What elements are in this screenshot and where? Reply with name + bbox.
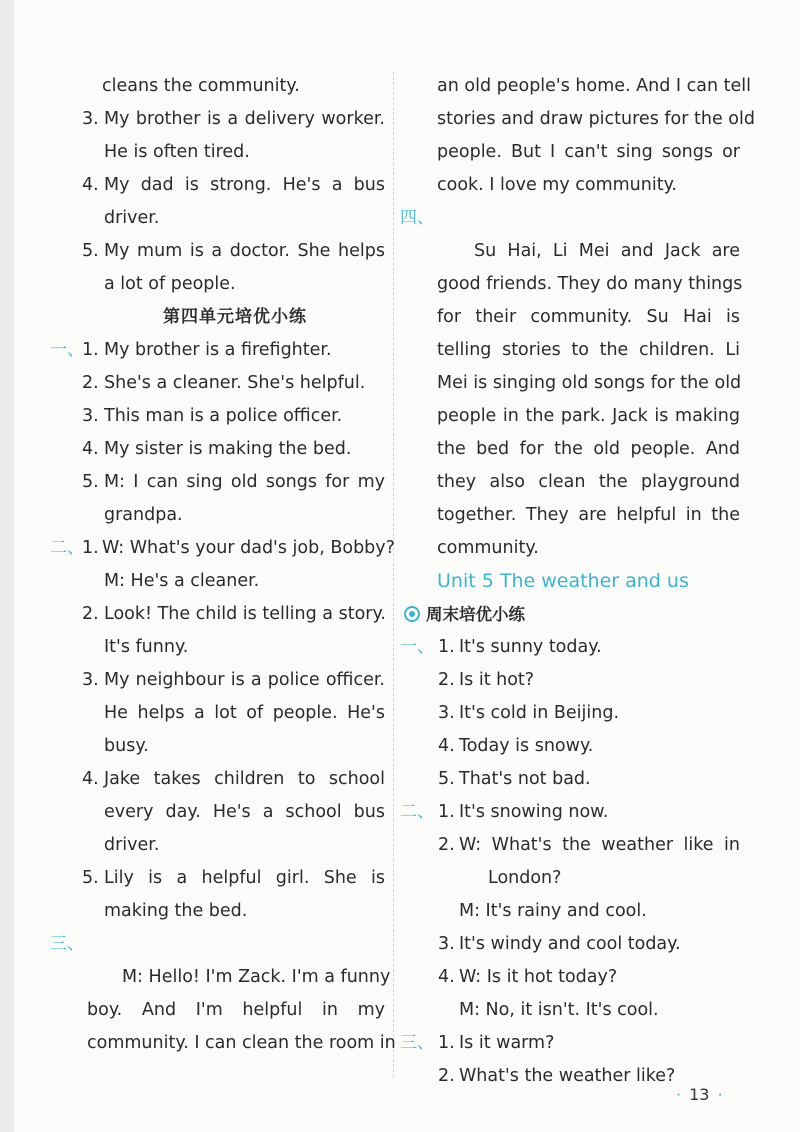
answer-item [400, 961, 740, 994]
item-text: It's snowing now. [459, 802, 609, 822]
answer-item [40, 433, 385, 466]
item-number: 4. [82, 175, 99, 195]
passage-text: Su Hai, Li Mei and Jack are [474, 241, 740, 261]
answer-item [400, 1027, 740, 1060]
item-text: It's cold in Beijing. [459, 703, 620, 723]
item-text: Look! The child is telling a story. [104, 604, 386, 624]
passage-text: boy. And I'm helpful in my [87, 1000, 385, 1020]
item-text: W: What's your dad's job, Bobby? [102, 538, 395, 558]
passage-line [40, 994, 385, 1027]
answer-item [40, 334, 385, 367]
passage-line [400, 466, 740, 499]
part-marker: 一、 [400, 637, 434, 657]
bullet-dot-icon: · [676, 1085, 682, 1104]
item-text-cont [40, 796, 385, 829]
passage-line [400, 136, 740, 169]
weekend-title-text: 周末培优小练 [426, 605, 525, 624]
answer-item [40, 169, 385, 202]
item-text: That's not bad. [459, 769, 591, 789]
item-number: 1. [438, 802, 455, 822]
item-text: My mum is a doctor. She helps [104, 241, 385, 261]
item-number: 5. [438, 769, 455, 789]
item-text: It's windy and cool today. [459, 934, 681, 954]
answer-item [400, 631, 740, 664]
answer-item [400, 829, 740, 862]
item-text-cont: driver. [104, 835, 160, 855]
answer-item [400, 928, 740, 961]
item-number: 1. [438, 1033, 455, 1053]
part-marker: 三、 [50, 934, 84, 954]
passage-text: telling stories to the children. Li [437, 340, 740, 360]
item-number: 2. [438, 1066, 455, 1086]
answer-item [40, 235, 385, 268]
item-text-cont: It's funny. [104, 637, 189, 657]
passage-line [40, 1027, 396, 1060]
right-column [400, 70, 755, 1093]
item-text-cont: M: No, it isn't. It's cool. [459, 1000, 659, 1020]
passage-line [400, 268, 743, 301]
item-text-cont: a lot of people. [104, 274, 236, 294]
item-text: Jake takes children to school [104, 769, 385, 789]
answer-item [40, 400, 385, 433]
answer-item [400, 730, 740, 763]
item-number: 3. [438, 703, 455, 723]
item-text: What's the weather like? [459, 1066, 676, 1086]
passage-line [400, 367, 740, 400]
item-text-cont: M: It's rainy and cool. [459, 901, 647, 921]
passage-line [400, 70, 751, 103]
item-number: 3. [438, 934, 455, 954]
unit-title: Unit 5 The weather and us [437, 570, 689, 592]
passage-line: cook. I love my community. [437, 175, 677, 195]
item-text: W: What's the weather like in [459, 835, 740, 855]
item-text: Is it warm? [459, 1033, 555, 1053]
item-number: 4. [82, 439, 99, 459]
item-number: 3. [82, 406, 99, 426]
answer-item [400, 796, 740, 829]
passage-line: community. [437, 538, 539, 558]
item-text-cont: busy. [104, 736, 149, 756]
item-number: 4. [82, 769, 99, 789]
passage-line [400, 103, 755, 136]
passage-text: good friends. They do many things [437, 274, 743, 294]
passage-line [400, 235, 740, 268]
passage-line [40, 961, 391, 994]
answer-item [40, 664, 385, 697]
passage-text: community. I can clean the room in [87, 1033, 396, 1053]
answer-item [40, 466, 385, 499]
answer-item [40, 862, 385, 895]
item-text: This man is a police officer. [104, 406, 343, 426]
item-text: Lily is a helpful girl. She is [104, 868, 385, 888]
item-text: My sister is making the bed. [104, 439, 352, 459]
item-text-cont [40, 697, 385, 730]
item-text-cont: He is often tired. [104, 142, 250, 162]
item-number: 5. [82, 868, 99, 888]
passage-line [400, 400, 740, 433]
item-text-cont: grandpa. [104, 505, 183, 525]
item-text: My brother is a firefighter. [104, 340, 332, 360]
passage-text: people. But I can't sing songs or [437, 142, 740, 162]
item-number: 1. [82, 538, 99, 558]
passage-text: M: Hello! I'm Zack. I'm a funny [122, 967, 391, 987]
passage-text: stories and draw pictures for the old [437, 109, 755, 129]
item-text: My brother is a delivery worker. [104, 109, 385, 129]
part-marker: 二、 [400, 802, 434, 822]
passage-text: an old people's home. And I can tell [437, 76, 751, 96]
passage-text: the bed for the old people. And [437, 439, 740, 459]
item-text: He helps a lot of people. He's [104, 703, 385, 723]
bullet-dot-icon: · [717, 1085, 723, 1104]
item-number: 5. [82, 241, 99, 261]
item-number: 2. [82, 373, 99, 393]
item-text: Is it hot? [459, 670, 535, 690]
answer-item [400, 697, 740, 730]
passage-line [400, 499, 740, 532]
item-number: 1. [82, 340, 99, 360]
item-number: 2. [82, 604, 99, 624]
part-marker: 四、 [400, 208, 434, 228]
part-marker: 一、 [50, 340, 84, 360]
page-number-text: 13 [689, 1085, 710, 1104]
item-text: M: I can sing old songs for my [104, 472, 385, 492]
item-number: 3. [82, 670, 99, 690]
item-number: 4. [438, 736, 455, 756]
page-edge [0, 0, 14, 1132]
item-number: 3. [82, 109, 99, 129]
answer-item [400, 763, 740, 796]
passage-text: people in the park. Jack is making [437, 406, 740, 426]
part-marker: 二、 [50, 538, 84, 558]
left-column [40, 70, 396, 1060]
passage-line [400, 334, 740, 367]
part-marker: 三、 [400, 1033, 434, 1053]
item-number: 5. [82, 472, 99, 492]
item-text: She's a cleaner. She's helpful. [104, 373, 366, 393]
answer-line: cleans the community. [102, 76, 300, 96]
answer-item [40, 532, 395, 565]
page-number [668, 1085, 731, 1104]
item-text-cont: London? [488, 868, 562, 888]
answer-item [40, 763, 385, 796]
passage-line [400, 301, 740, 334]
target-icon [404, 606, 420, 622]
part-header [40, 928, 385, 961]
passage-line [400, 433, 740, 466]
passage-text: they also clean the playground [437, 472, 740, 492]
item-text: Today is snowy. [459, 736, 594, 756]
passage-text: for their community. Su Hai is [437, 307, 740, 327]
item-number: 1. [438, 637, 455, 657]
column-divider [393, 72, 394, 1077]
answer-item [40, 103, 385, 136]
section-title: 第四单元培优小练 [163, 307, 307, 327]
passage-text: together. They are helpful in the [437, 505, 740, 525]
answer-item [400, 664, 740, 697]
item-text: every day. He's a school bus [104, 802, 385, 822]
answer-item [40, 367, 385, 400]
answer-item [40, 598, 385, 631]
item-number: 4. [438, 967, 455, 987]
item-text-cont: driver. [104, 208, 160, 228]
item-text: It's sunny today. [459, 637, 602, 657]
item-text: My dad is strong. He's a bus [104, 175, 385, 195]
item-number: 2. [438, 835, 455, 855]
passage-text: Mei is singing old songs for the old [437, 373, 742, 393]
weekend-practice-title [400, 598, 740, 631]
part-header [400, 202, 740, 235]
item-text: My neighbour is a police officer. [104, 670, 385, 690]
item-text: W: Is it hot today? [459, 967, 618, 987]
item-number: 2. [438, 670, 455, 690]
item-text-cont: making the bed. [104, 901, 248, 921]
item-text-cont: M: He's a cleaner. [104, 571, 260, 591]
